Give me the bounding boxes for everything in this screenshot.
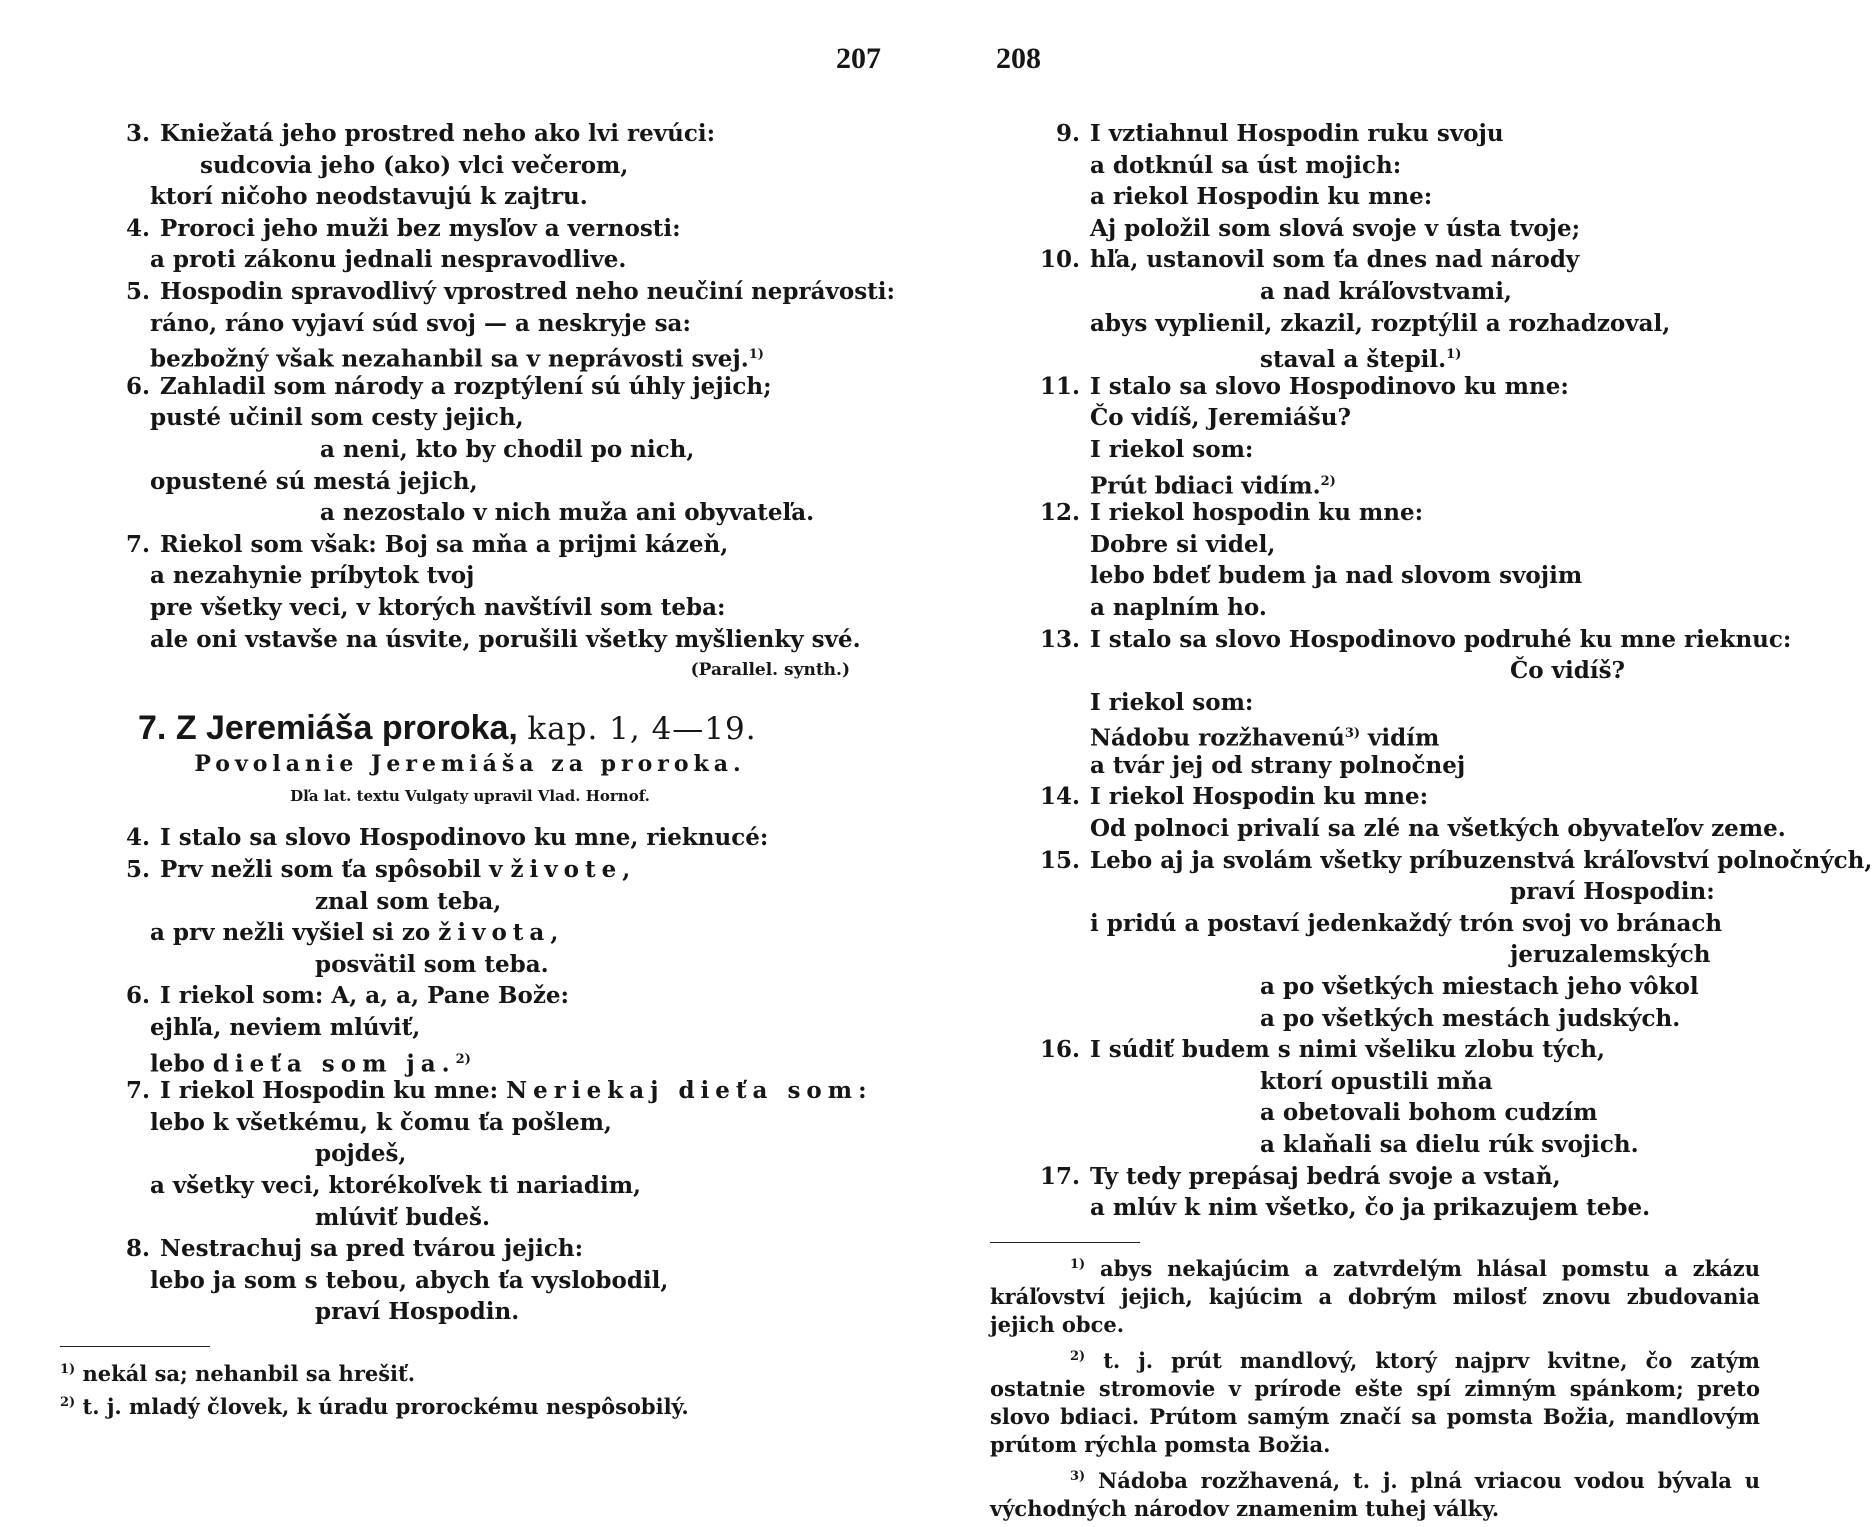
verse-text-after: vidím: [1360, 724, 1440, 752]
verse-text: I riekol Hospodin ku mne:: [1090, 783, 1429, 811]
verse-number: 9.: [1055, 120, 1080, 147]
footnote: $^{3)}$ Nádoba rozžhavená, t. j. plná vriacou vodou bývala u východných národov znamenim tuhej války.: [990, 1467, 1761, 1521]
verse-line: [1040, 466, 1830, 498]
verse-text: Lebo aj ja svolám všetky príbuzenstvá kráľovství polnočných,: [1090, 846, 1873, 874]
verse-number: 15.: [1040, 846, 1081, 874]
verse-line: [1040, 276, 1830, 308]
verse-line: [1040, 624, 1830, 656]
verse-text: I riekol hospodin ku mne:: [1090, 499, 1424, 527]
section-subtitle: Povolanie Jeremiáša za proroka.: [194, 751, 746, 778]
verse-line: pre všetky veci, v ktorých navštívil som teba:: [150, 593, 726, 621]
verse-text: a klaňali sa dielu rúk svojich.: [1260, 1131, 1639, 1158]
verse-line: [1040, 150, 1830, 182]
verse-line: a proti zákonu jednali nespravodlive.: [150, 246, 627, 274]
verse-text: a mlúv k nim všetko, čo ja prikazujem tebe.: [1090, 1194, 1651, 1222]
verse-text: Čo vidíš?: [1510, 657, 1625, 685]
verse-line: a nezahynie príbytok tvoj: [150, 562, 475, 590]
verse-line: 7. Riekol som však: Boj sa mňa a prijmi kázeň,: [125, 530, 729, 558]
verse-line: 4. Proroci jeho muži bez mysľov a vernosti:: [125, 214, 681, 242]
verse-text: Čo vidíš, Jeremiášu?: [1090, 404, 1351, 432]
verse-number: 16.: [1040, 1036, 1081, 1064]
verse-line: pusté učinil som cesty jejich,: [150, 404, 524, 432]
verse-line: [1040, 592, 1830, 624]
verse-text: staval a štepil.: [1260, 345, 1447, 373]
verse-line: [1040, 371, 1830, 403]
footnote-marker: 3): [1344, 726, 1361, 742]
verse-line: ktorí ničoho neodstavujú k zajtru.: [150, 183, 588, 211]
verse-line: [1040, 213, 1830, 245]
verse-number: 13.: [1040, 625, 1081, 653]
footnote: $^{1)}$ nekál sa; nehanbil sa hrešiť.: [60, 1360, 416, 1386]
verse-line: 6. Zahladil som národy a rozptýlení sú úhly jejich;: [125, 372, 772, 400]
verse-line: [1040, 1161, 1830, 1193]
verse-text: a nad kráľovstvami,: [1260, 277, 1512, 305]
verse-text: Od polnoci privalí sa zlé na všetkých obyvateľov zeme.: [1090, 815, 1786, 843]
verse-text: Ty tedy prepásaj bedrá svoje a vstaň,: [1090, 1162, 1561, 1190]
verse-text: Nádobu rozžhavenú: [1090, 724, 1345, 752]
verse-text: I riekol som:: [1090, 435, 1254, 463]
verse-line: 3. Kniežatá jeho prostred neho ako lvi revúci:: [125, 120, 716, 147]
verse-line: lebo k všetkému, k čomu ťa pošlem,: [150, 1108, 612, 1136]
verses-right: [1040, 118, 1873, 1224]
verse-line: 4. I stalo sa slovo Hospodinovo ku mne, rieknucé:: [125, 824, 769, 852]
verse-line: opustené sú mestá jejich,: [150, 467, 478, 495]
verse-text: Dobre si videl,: [1090, 530, 1276, 558]
right-page: [990, 118, 1873, 1527]
verse-line: a neni, kto by chodil po nich,: [320, 435, 695, 463]
verse-line: [1040, 750, 1830, 782]
verse-line: 7. I riekol Hospodin ku mne: Neriekaj dieťa som:: [125, 1077, 873, 1105]
verse-text: I riekol som:: [1090, 688, 1254, 716]
verse-line: [1040, 1066, 1830, 1098]
footnote-marker: 1): [748, 347, 764, 363]
footnote: $^{1)}$ abys nekajúcim a zatvrdelým hlásal pomstu a zkázu kráľovství jejich, kajúcim a dobrým milosť znovu zbudovania jejich obce.: [990, 1255, 1760, 1337]
verse-text: hľa, ustanovil som ťa dnes nad národy: [1090, 246, 1580, 274]
verse-text: abys vyplienil, zkazil, rozptýlil a rozhadzoval,: [1090, 309, 1671, 337]
verse-line: lebo dieťa som ja.$^{2)}$: [150, 1050, 471, 1078]
verse-line: ráno, ráno vyjaví súd svoj — a neskryje sa:: [150, 309, 691, 337]
verse-line: lebo ja som s tebou, abych ťa vyslobodil,: [150, 1266, 669, 1294]
footnote-marker: 2): [455, 1051, 471, 1067]
verse-line: [1040, 813, 1830, 845]
verse-text: a naplním ho.: [1090, 593, 1267, 621]
verse-line: [1040, 687, 1830, 719]
verse-line: ale oni vstavše na úsvite, porušili všetky myšlienky své.: [150, 625, 861, 653]
verse-line: [1040, 308, 1830, 340]
verse-line: 8. Nestrachuj sa pred tvárou jejich:: [125, 1235, 584, 1263]
verse-line: 5. Prv nežli som ťa spôsobil v živote,: [125, 856, 637, 884]
verses-bottom: [110, 822, 873, 1328]
verse-text: Prút bdiaci vidím.: [1090, 472, 1321, 500]
verse-line: [1040, 118, 1830, 150]
verse-text: I stalo sa slovo Hospodinovo podruhé ku mne rieknuc:: [1090, 625, 1792, 653]
verse-text: i pridú a postaví jedenkaždý trón svoj vo bránach: [1090, 909, 1723, 937]
verse-number: 12.: [1040, 499, 1081, 527]
verse-line: [1040, 560, 1830, 592]
verse-number: 11.: [1040, 372, 1081, 400]
footnote-marker: 1): [1446, 347, 1462, 363]
verse-text: I vztiahnul Hospodin ruku svoju: [1090, 120, 1504, 147]
verse-line: [1040, 529, 1830, 561]
verse-line: a všetky veci, ktorékoľvek ti nariadim,: [150, 1172, 642, 1199]
verse-text: I stalo sa slovo Hospodinovo ku mne:: [1090, 372, 1569, 400]
verse-line: pojdeš,: [315, 1140, 407, 1168]
verse-line: [1040, 1034, 1830, 1066]
verse-line: [1040, 1097, 1830, 1129]
verse-line: [1040, 1003, 1830, 1035]
verse-line: znal som teba,: [315, 887, 502, 915]
verse-text: jeruzalemských: [1510, 941, 1711, 969]
verse-text: a riekol Hospodin ku mne:: [1090, 183, 1433, 211]
verse-text: a obetovali bohom cudzím: [1260, 1099, 1598, 1127]
page-number-left: 207: [836, 42, 881, 75]
verse-line: ejhľa, neviem mlúviť,: [150, 1014, 421, 1042]
verse-line: [1040, 971, 1830, 1003]
verse-line: sudcovia jeho (ako) vlci večerom,: [200, 151, 629, 179]
footnote-rule: [990, 1242, 1140, 1243]
verses-top: [110, 118, 896, 655]
verse-line: [1040, 402, 1830, 434]
verse-line: [1040, 718, 1830, 750]
verse-line: [1040, 655, 1830, 687]
verse-number: 17.: [1040, 1162, 1081, 1190]
parallel-note: (Parallel. synth.): [690, 660, 850, 681]
verse-line: [1040, 181, 1830, 213]
verse-line: [1040, 244, 1830, 276]
verse-line: praví Hospodin.: [315, 1298, 520, 1326]
verse-line: a prv nežli vyšiel si zo života,: [150, 919, 565, 947]
verse-line: 6. I riekol som: A, a, a, Pane Bože:: [125, 982, 570, 1010]
verse-text: I súdiť budem s nimi všeliku zlobu tých,: [1090, 1036, 1606, 1064]
verse-line: [1040, 781, 1830, 813]
verse-line: 5. Hospodin spravodlivý vprostred neho neučiní neprávosti:: [125, 277, 896, 305]
footnote: $^{2)}$ t. j. mladý človek, k úradu prorockému nespôsobilý.: [60, 1393, 689, 1419]
verse-line: [1040, 845, 1873, 877]
verse-line: a nezostalo v nich muža ani obyvateľa.: [320, 499, 815, 527]
verse-text: lebo bdeť budem ja nad slovom svojim: [1090, 562, 1583, 590]
verse-line: [1040, 876, 1830, 908]
verse-line: [1040, 1192, 1830, 1224]
verse-line: [1040, 339, 1830, 371]
verse-text: a dotknúl sa úst mojich:: [1090, 151, 1402, 179]
section-subnote: Dľa lat. textu Vulgaty upravil Vlad. Hornof.: [290, 786, 650, 805]
verse-line: [1040, 497, 1830, 529]
footnote-rule: [60, 1346, 210, 1347]
verse-text: a po všetkých mestách judských.: [1260, 1004, 1681, 1032]
footnotes-left: [60, 1355, 870, 1421]
verse-line: [1040, 939, 1830, 971]
footnote: $^{2)}$ t. j. prút mandlový, ktorý najprv kvitne, čo zatým ostatnie stromovie v prírode ešte spí zimným spánkom; preto slovo bdiaci. Prútom samým značí sa pomsta Božia, mandlovým prútom rýchla pomsta Božia.: [990, 1347, 1761, 1457]
verse-text: a po všetkých miestach jeho vôkol: [1260, 973, 1699, 1001]
verse-line: mlúviť budeš.: [315, 1203, 491, 1231]
footnote-marker: 2): [1320, 473, 1336, 489]
verse-text: praví Hospodin:: [1510, 878, 1715, 906]
footnotes-right: [990, 1251, 1830, 1523]
verse-line: [1040, 908, 1830, 940]
left-page: [60, 118, 896, 1421]
verse-line: posvätil som teba.: [315, 950, 549, 978]
verse-line: [1040, 434, 1830, 466]
verse-text: a tvár jej od strany polnočnej: [1090, 751, 1466, 779]
verse-text: Aj položil som slová svoje v ústa tvoje;: [1090, 214, 1581, 242]
verse-line: [1040, 1129, 1830, 1161]
section-title: 7. Z Jeremiáša proroka, kap. 1, 4—19.: [138, 708, 757, 747]
verse-number: 10.: [1040, 246, 1081, 274]
page-number-right: 208: [996, 42, 1041, 75]
verse-number: 14.: [1040, 783, 1081, 811]
verse-text: ktorí opustili mňa: [1260, 1067, 1493, 1095]
verse-line: bezbožný však nezahanbil sa v neprávosti svej.$^{1)}$: [150, 345, 764, 373]
